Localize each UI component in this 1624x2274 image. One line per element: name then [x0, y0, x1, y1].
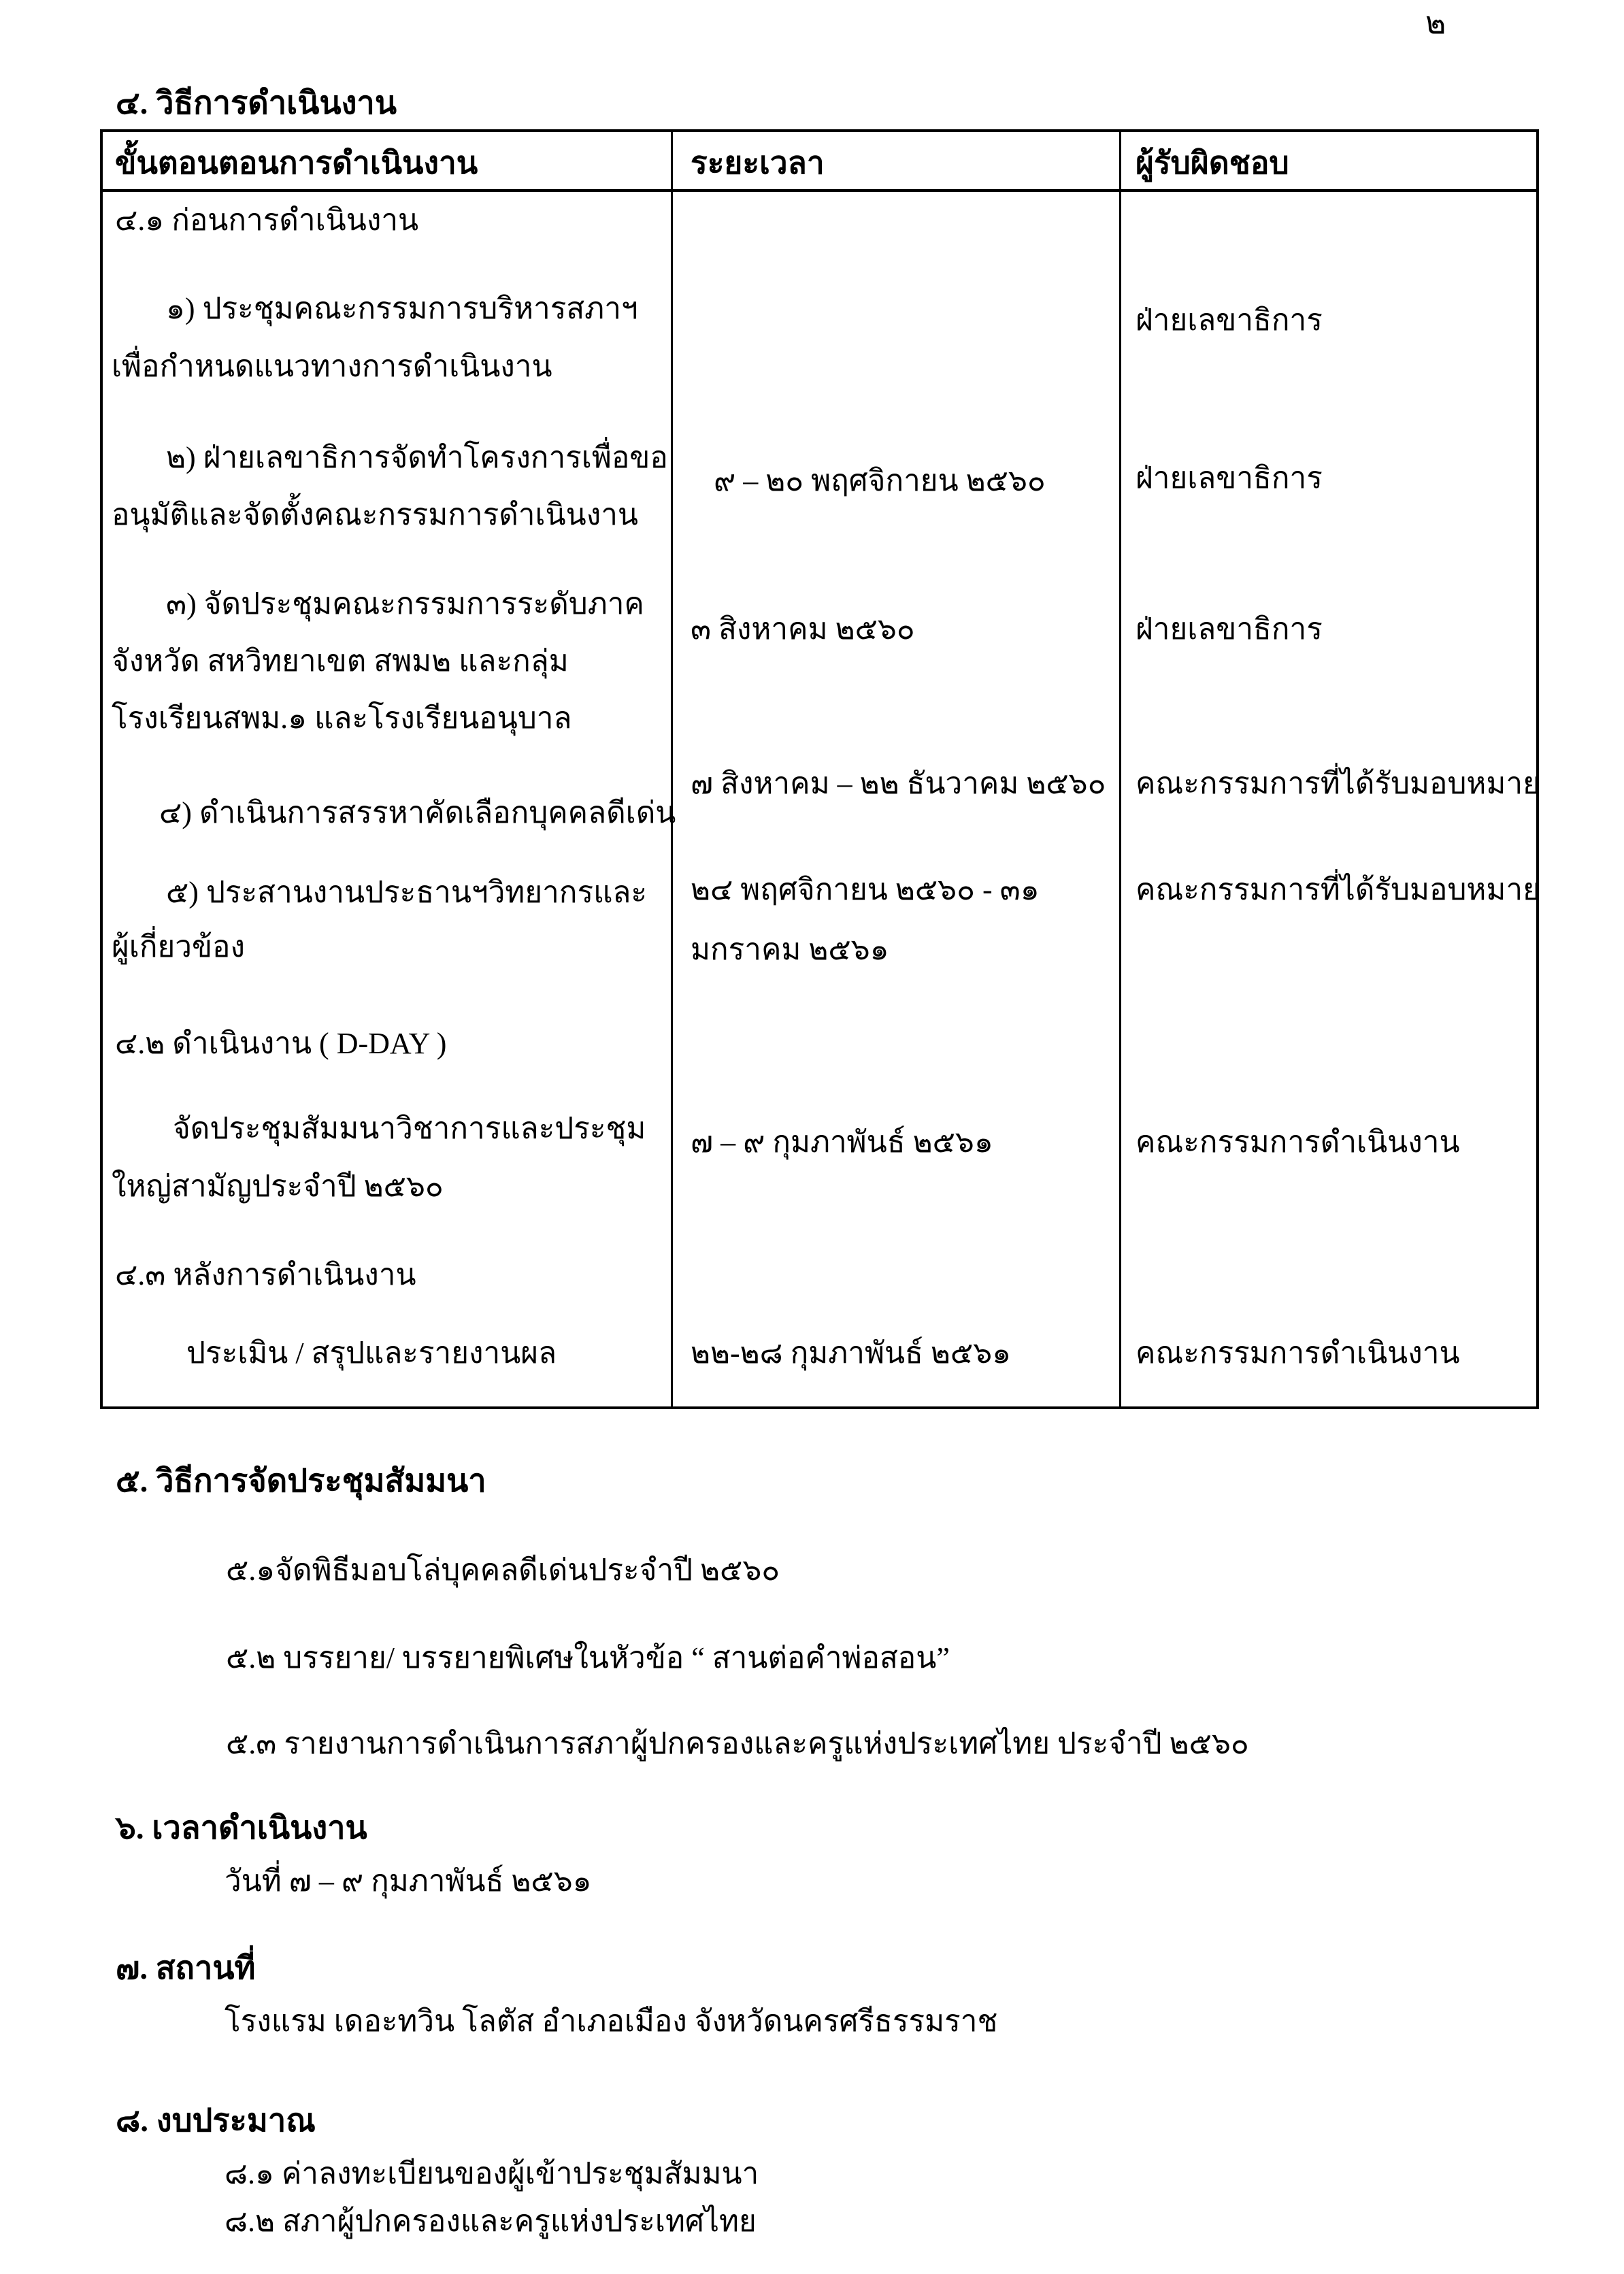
table-cell-period: มกราคม ๒๕๖๑ [691, 933, 889, 966]
table-cell-period: ๗ – ๙ กุมภาพันธ์ ๒๕๖๑ [691, 1125, 993, 1159]
table-cell-period: ๓ สิงหาคม ๒๕๖๐ [691, 612, 915, 646]
table-cell-activity-line: ๔.๒ ดำเนินงาน ( D-DAY ) [115, 1027, 447, 1060]
table-header-steps: ขั้นตอนตอนการดำเนินงาน [115, 146, 478, 180]
section5-item: ๕.๓ รายงานการดำเนินการสภาผู้ปกครองและครูแห่งประเทศไทย ประจำปี ๒๕๖๐ [226, 1727, 1249, 1760]
section4-heading: ๔. วิธีการดำเนินงาน [116, 86, 397, 121]
table-cell-responsible: ฝ่ายเลขาธิการ [1136, 461, 1323, 495]
table-column-divider [1119, 132, 1121, 1406]
section5-heading: ๕. วิธีการจัดประชุมสัมมนา [116, 1464, 486, 1499]
section5-item: ๕.๑จัดพิธีมอบโล่บุคคลดีเด่นประจำปี ๒๕๖๐ [226, 1553, 780, 1587]
page-number: ๒ [1425, 5, 1446, 40]
table-cell-responsible: คณะกรรมการที่ได้รับมอบหมาย [1136, 873, 1540, 906]
table-cell-period: ๙ – ๒๐ พฤศจิกายน ๒๕๖๐ [714, 464, 1046, 497]
table-cell-activity-line: โรงเรียนสพม.๑ และโรงเรียนอนุบาล [112, 702, 572, 735]
section7-detail: โรงแรม เดอะทวิน โลตัส อำเภอเมือง จังหวัดนครศรีธรรมราช [225, 2005, 998, 2038]
table-cell-activity-line: ๔.๓ หลังการดำเนินงาน [115, 1258, 416, 1291]
table-cell-activity-line: ๑) ประชุมคณะกรรมการบริหารสภาฯ [166, 292, 638, 325]
table-column-divider [671, 132, 673, 1406]
table-cell-responsible: คณะกรรมการที่ได้รับมอบหมาย [1136, 767, 1540, 800]
section5-item: ๕.๒ บรรยาย/ บรรยายพิเศษในหัวข้อ “ สานต่อคำพ่อสอน” [226, 1641, 950, 1675]
table-cell-activity-line: ๕) ประสานงานประธานฯวิทยากรและ [166, 876, 648, 909]
section8-heading: ๘. งบประมาณ [116, 2103, 316, 2139]
operations-table [100, 129, 1539, 1409]
table-cell-period: ๒๔ พฤศจิกายน ๒๕๖๐ - ๓๑ [691, 873, 1040, 906]
section6-detail: วันที่ ๗ – ๙ กุมภาพันธ์ ๒๕๖๑ [225, 1864, 592, 1898]
table-cell-activity-line: ๔.๑ ก่อนการดำเนินงาน [115, 203, 419, 237]
section7-heading: ๗. สถานที่ [116, 1951, 256, 1986]
table-cell-responsible: ฝ่ายเลขาธิการ [1136, 303, 1323, 337]
table-cell-activity-line: ใหญ่สามัญประจำปี ๒๕๖๐ [112, 1170, 444, 1203]
table-cell-activity-line: อนุมัติและจัดตั้งคณะกรรมการดำเนินงาน [112, 498, 638, 531]
table-cell-period: ๗ สิงหาคม – ๒๒ ธันวาคม ๒๕๖๐ [691, 767, 1106, 800]
table-header-responsible: ผู้รับผิดชอบ [1136, 146, 1289, 180]
table-cell-activity-line: ผู้เกี่ยวข้อง [112, 930, 245, 963]
table-cell-period: ๒๒-๒๘ กุมภาพันธ์ ๒๕๖๑ [691, 1336, 1012, 1370]
table-header-divider [103, 189, 1536, 192]
section8-item: ๘.๑ ค่าลงทะเบียนของผู้เข้าประชุมสัมมนา [225, 2157, 759, 2190]
table-cell-responsible: คณะกรรมการดำเนินงาน [1136, 1125, 1460, 1159]
table-cell-activity-line: ประเมิน / สรุปและรายงานผล [186, 1336, 557, 1370]
table-cell-activity-line: ๔) ดำเนินการสรรหาคัดเลือกบุคคลดีเด่น [159, 796, 676, 829]
table-cell-activity-line: ๓) จัดประชุมคณะกรรมการระดับภาค [166, 587, 644, 621]
table-cell-activity-line: จัดประชุมสัมมนาวิชาการและประชุม [173, 1112, 646, 1145]
table-cell-activity-line: เพื่อกำหนดแนวทางการดำเนินงาน [112, 350, 552, 383]
table-cell-responsible: คณะกรรมการดำเนินงาน [1136, 1336, 1460, 1370]
table-cell-responsible: ฝ่ายเลขาธิการ [1136, 612, 1323, 646]
section6-heading: ๖. เวลาดำเนินงาน [116, 1811, 367, 1846]
table-cell-activity-line: จังหวัด สหวิทยาเขต สพม๒ และกลุ่ม [112, 644, 569, 678]
section8-item: ๘.๒ สภาผู้ปกครองและครูแห่งประเทศไทย [225, 2205, 757, 2238]
table-header-period: ระยะเวลา [691, 146, 825, 180]
table-cell-activity-line: ๒) ฝ่ายเลขาธิการจัดทำโครงการเพื่อขอ [166, 441, 668, 474]
